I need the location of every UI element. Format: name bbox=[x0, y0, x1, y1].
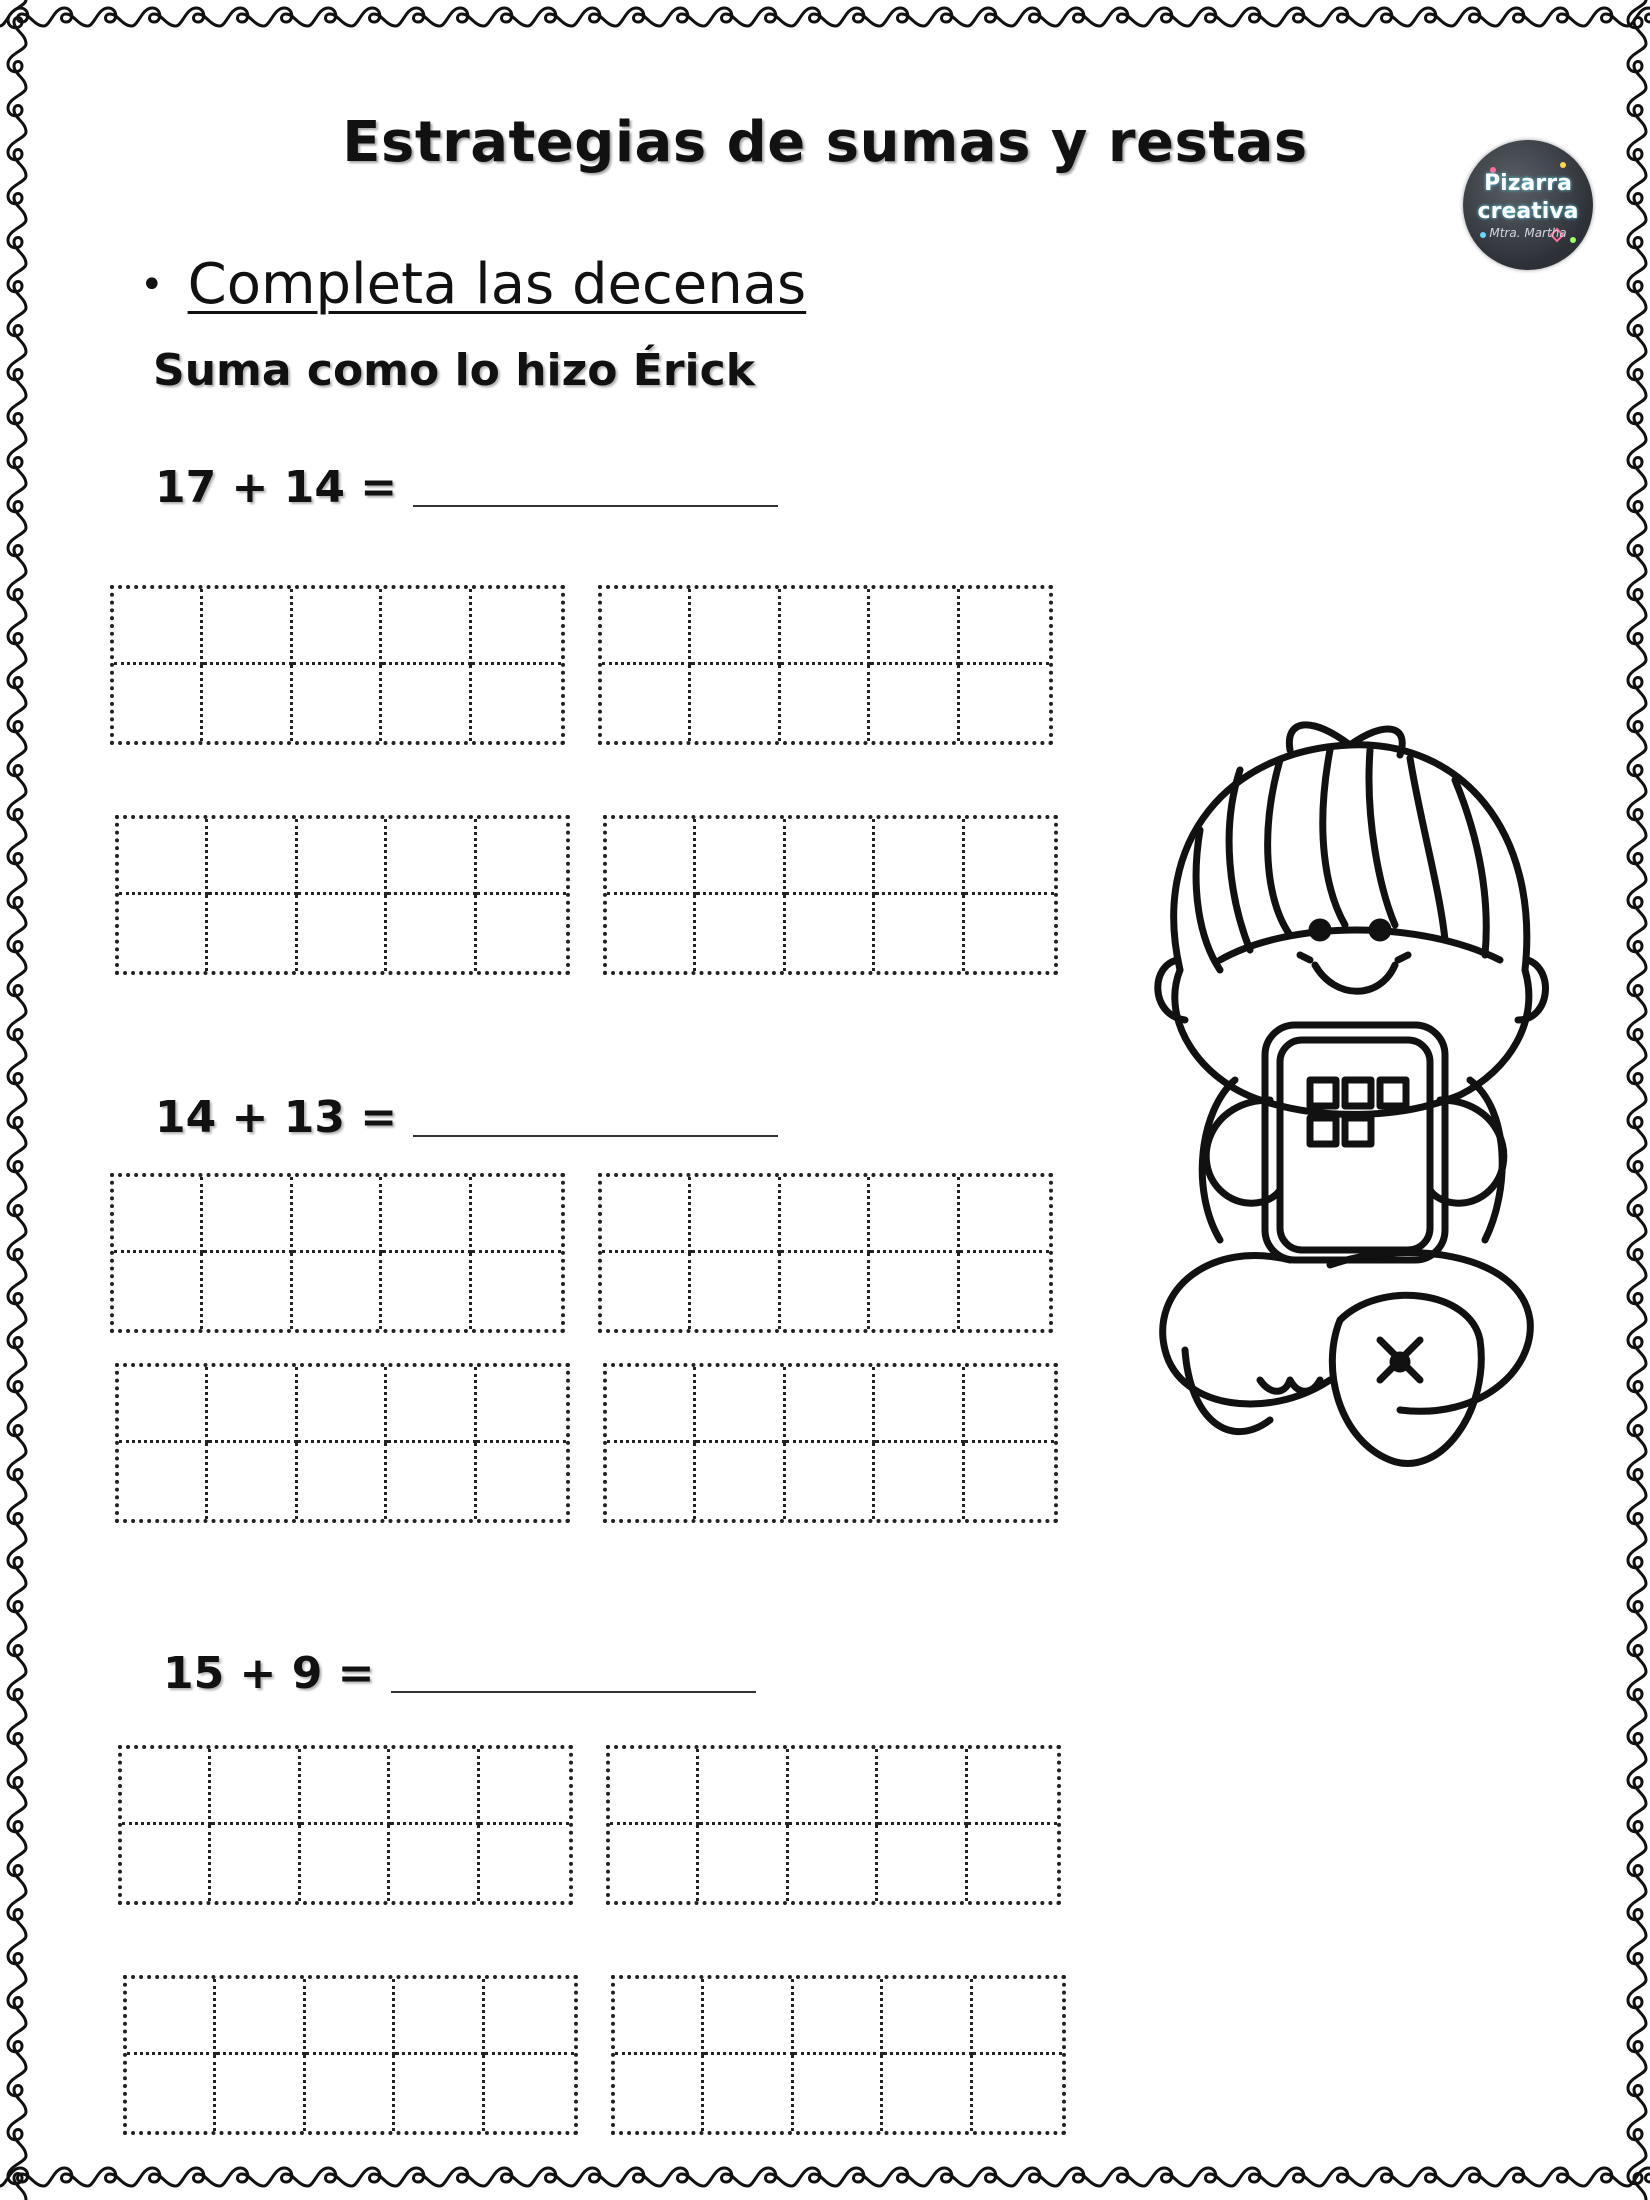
ten-frame-cell[interactable] bbox=[485, 1979, 574, 2055]
ten-frame-cell[interactable] bbox=[696, 1367, 785, 1443]
ten-frame-cell[interactable] bbox=[960, 665, 1049, 741]
ten-frame-cell[interactable] bbox=[114, 589, 203, 665]
ten-frame-cell[interactable] bbox=[781, 665, 870, 741]
ten-frame-cell[interactable] bbox=[382, 1253, 471, 1329]
ten-frame-cell[interactable] bbox=[301, 1825, 390, 1901]
logo-line-2: creativa bbox=[1477, 199, 1579, 224]
ten-frame-cell[interactable] bbox=[119, 1367, 208, 1443]
ten-frame-cell[interactable] bbox=[615, 1979, 704, 2055]
ten-frame-cell[interactable] bbox=[610, 1749, 699, 1825]
ten-frame-cell[interactable] bbox=[786, 895, 875, 971]
ten-frame-cell[interactable] bbox=[602, 589, 691, 665]
ten-frame-cell[interactable] bbox=[390, 1749, 479, 1825]
ten-frame-cell[interactable] bbox=[794, 2055, 883, 2131]
ten-frame-cell[interactable] bbox=[216, 1979, 305, 2055]
ten-frame-cell[interactable] bbox=[691, 1177, 780, 1253]
ten-frame-cell[interactable] bbox=[602, 1253, 691, 1329]
instruction-text: Suma como lo hizo Érick bbox=[153, 345, 755, 396]
ten-frame-cell[interactable] bbox=[696, 819, 785, 895]
ten-frame[interactable] bbox=[110, 1173, 565, 1333]
ten-frame-cell[interactable] bbox=[382, 589, 471, 665]
ten-frame-cell[interactable] bbox=[781, 1253, 870, 1329]
ten-frame-cell[interactable] bbox=[387, 1367, 476, 1443]
ten-frame-cell[interactable] bbox=[298, 819, 387, 895]
ten-frame-cell[interactable] bbox=[387, 895, 476, 971]
ten-frame[interactable] bbox=[110, 585, 565, 745]
answer-blank[interactable] bbox=[413, 495, 778, 507]
ten-frame-cell[interactable] bbox=[298, 895, 387, 971]
ten-frame-cell[interactable] bbox=[960, 1177, 1049, 1253]
ten-frame-cell[interactable] bbox=[691, 665, 780, 741]
ten-frame-cell[interactable] bbox=[607, 819, 696, 895]
ten-frame[interactable] bbox=[598, 585, 1053, 745]
ten-frame-cell[interactable] bbox=[472, 1177, 561, 1253]
ten-frame-cell[interactable] bbox=[794, 1979, 883, 2055]
ten-frame-cell[interactable] bbox=[119, 895, 208, 971]
ten-frame[interactable] bbox=[123, 1975, 578, 2135]
answer-blank[interactable] bbox=[413, 1125, 778, 1137]
ten-frame-cell[interactable] bbox=[208, 819, 297, 895]
ten-frame-cell[interactable] bbox=[973, 2055, 1062, 2131]
problem-3 bbox=[163, 1648, 756, 1699]
page-title: Estrategias de sumas y restas bbox=[342, 110, 1308, 175]
ten-frame-cell[interactable] bbox=[968, 1749, 1057, 1825]
ten-frame-cell[interactable] bbox=[781, 1177, 870, 1253]
ten-frame-cell[interactable] bbox=[477, 1443, 566, 1519]
ten-frame-cell[interactable] bbox=[216, 2055, 305, 2131]
problem-1 bbox=[155, 462, 778, 513]
ten-frame-cell[interactable] bbox=[965, 819, 1054, 895]
pizarra-creativa-logo bbox=[1463, 140, 1593, 270]
equation-text: 15 + 9 = bbox=[163, 1648, 375, 1699]
ten-frame-cell[interactable] bbox=[485, 2055, 574, 2131]
ten-frame-cell[interactable] bbox=[298, 1367, 387, 1443]
ten-frame-cell[interactable] bbox=[691, 1253, 780, 1329]
ten-frame-cell[interactable] bbox=[602, 1177, 691, 1253]
answer-blank[interactable] bbox=[391, 1681, 756, 1693]
ten-frame-cell[interactable] bbox=[382, 1177, 471, 1253]
ten-frame-cell[interactable] bbox=[293, 665, 382, 741]
ten-frame-cell[interactable] bbox=[480, 1825, 569, 1901]
ten-frame-cell[interactable] bbox=[786, 1443, 875, 1519]
ten-frame-cell[interactable] bbox=[870, 665, 959, 741]
ten-frame-cell[interactable] bbox=[119, 1443, 208, 1519]
ten-frame-cell[interactable] bbox=[114, 665, 203, 741]
ten-frame[interactable] bbox=[606, 1745, 1061, 1905]
ten-frame[interactable] bbox=[611, 1975, 1066, 2135]
ten-frame-cell[interactable] bbox=[883, 1979, 972, 2055]
ten-frame-cell[interactable] bbox=[699, 1825, 788, 1901]
ten-frame-cell[interactable] bbox=[293, 1253, 382, 1329]
ten-frame-cell[interactable] bbox=[878, 1825, 967, 1901]
problem-2 bbox=[155, 1092, 778, 1143]
ten-frame[interactable] bbox=[115, 1363, 570, 1523]
ten-frame-cell[interactable] bbox=[704, 1979, 793, 2055]
ten-frame-cell[interactable] bbox=[696, 895, 785, 971]
ten-frame-cell[interactable] bbox=[965, 1367, 1054, 1443]
ten-frame[interactable] bbox=[603, 815, 1058, 975]
ten-frame[interactable] bbox=[115, 815, 570, 975]
ten-frame-cell[interactable] bbox=[298, 1443, 387, 1519]
ten-frame-cell[interactable] bbox=[602, 665, 691, 741]
ten-frame-cell[interactable] bbox=[203, 589, 292, 665]
ten-frame-cell[interactable] bbox=[306, 2055, 395, 2131]
section-heading-text: Completa las decenas bbox=[187, 252, 807, 317]
ten-frame[interactable] bbox=[603, 1363, 1058, 1523]
ten-frame-cell[interactable] bbox=[607, 1367, 696, 1443]
equation-text: 17 + 14 = bbox=[155, 462, 398, 513]
ten-frame-cell[interactable] bbox=[607, 1443, 696, 1519]
ten-frame-cell[interactable] bbox=[786, 1367, 875, 1443]
ten-frame[interactable] bbox=[598, 1173, 1053, 1333]
ten-frame-cell[interactable] bbox=[382, 665, 471, 741]
ten-frame-cell[interactable] bbox=[610, 1825, 699, 1901]
ten-frame-cell[interactable] bbox=[878, 1749, 967, 1825]
ten-frame-cell[interactable] bbox=[704, 2055, 793, 2131]
ten-frame-cell[interactable] bbox=[607, 895, 696, 971]
ten-frame-cell[interactable] bbox=[208, 895, 297, 971]
ten-frame-cell[interactable] bbox=[122, 1749, 211, 1825]
ten-frame-cell[interactable] bbox=[789, 1825, 878, 1901]
ten-frame-cell[interactable] bbox=[789, 1749, 878, 1825]
ten-frame-cell[interactable] bbox=[127, 1979, 216, 2055]
ten-frame-cell[interactable] bbox=[203, 665, 292, 741]
ten-frame-cell[interactable] bbox=[122, 1825, 211, 1901]
ten-frame-cell[interactable] bbox=[696, 1443, 785, 1519]
ten-frame-cell[interactable] bbox=[786, 819, 875, 895]
ten-frame-cell[interactable] bbox=[114, 1253, 203, 1329]
ten-frame-cell[interactable] bbox=[875, 1367, 964, 1443]
ten-frame-cell[interactable] bbox=[211, 1749, 300, 1825]
ten-frame-cell[interactable] bbox=[968, 1825, 1057, 1901]
ten-frame-cell[interactable] bbox=[387, 1443, 476, 1519]
ten-frame-cell[interactable] bbox=[691, 589, 780, 665]
ten-frame-cell[interactable] bbox=[293, 1177, 382, 1253]
ten-frame[interactable] bbox=[118, 1745, 573, 1905]
ten-frame-cell[interactable] bbox=[301, 1749, 390, 1825]
ten-frame-cell[interactable] bbox=[875, 819, 964, 895]
ten-frame-cell[interactable] bbox=[472, 665, 561, 741]
ten-frame-cell[interactable] bbox=[875, 1443, 964, 1519]
ten-frame-cell[interactable] bbox=[477, 895, 566, 971]
ten-frame-cell[interactable] bbox=[960, 1253, 1049, 1329]
ten-frame-cell[interactable] bbox=[387, 819, 476, 895]
ten-frame-cell[interactable] bbox=[965, 1443, 1054, 1519]
ten-frame-cell[interactable] bbox=[973, 1979, 1062, 2055]
ten-frame-cell[interactable] bbox=[395, 2055, 484, 2131]
child-with-tablet-illustration bbox=[1140, 720, 1560, 1480]
ten-frame-cell[interactable] bbox=[208, 1443, 297, 1519]
ten-frame-cell[interactable] bbox=[870, 1253, 959, 1329]
ten-frame-cell[interactable] bbox=[870, 589, 959, 665]
ten-frame-cell[interactable] bbox=[875, 895, 964, 971]
ten-frame-cell[interactable] bbox=[781, 589, 870, 665]
ten-frame-cell[interactable] bbox=[472, 589, 561, 665]
ten-frame-cell[interactable] bbox=[203, 1177, 292, 1253]
ten-frame-cell[interactable] bbox=[293, 589, 382, 665]
equation-text: 14 + 13 = bbox=[155, 1092, 398, 1143]
ten-frame-cell[interactable] bbox=[883, 2055, 972, 2131]
section-heading bbox=[140, 252, 806, 317]
ten-frame-cell[interactable] bbox=[699, 1749, 788, 1825]
ten-frame-cell[interactable] bbox=[306, 1979, 395, 2055]
ten-frame-cell[interactable] bbox=[127, 2055, 216, 2131]
ten-frame-cell[interactable] bbox=[472, 1253, 561, 1329]
ten-frame-cell[interactable] bbox=[870, 1177, 959, 1253]
ten-frame-cell[interactable] bbox=[114, 1177, 203, 1253]
ten-frame-cell[interactable] bbox=[480, 1749, 569, 1825]
ten-frame-cell[interactable] bbox=[965, 895, 1054, 971]
bullet-dot-icon: • bbox=[140, 261, 164, 308]
ten-frame-cell[interactable] bbox=[390, 1825, 479, 1901]
ten-frame-cell[interactable] bbox=[615, 2055, 704, 2131]
ten-frame-cell[interactable] bbox=[395, 1979, 484, 2055]
ten-frame-cell[interactable] bbox=[960, 589, 1049, 665]
logo-signature: Mtra. Martha bbox=[1489, 226, 1567, 240]
ten-frame-cell[interactable] bbox=[477, 1367, 566, 1443]
ten-frame-cell[interactable] bbox=[119, 819, 208, 895]
ten-frame-cell[interactable] bbox=[203, 1253, 292, 1329]
ten-frame-cell[interactable] bbox=[211, 1825, 300, 1901]
logo-line-1: Pizarra bbox=[1484, 171, 1572, 196]
ten-frame-cell[interactable] bbox=[477, 819, 566, 895]
ten-frame-cell[interactable] bbox=[208, 1367, 297, 1443]
